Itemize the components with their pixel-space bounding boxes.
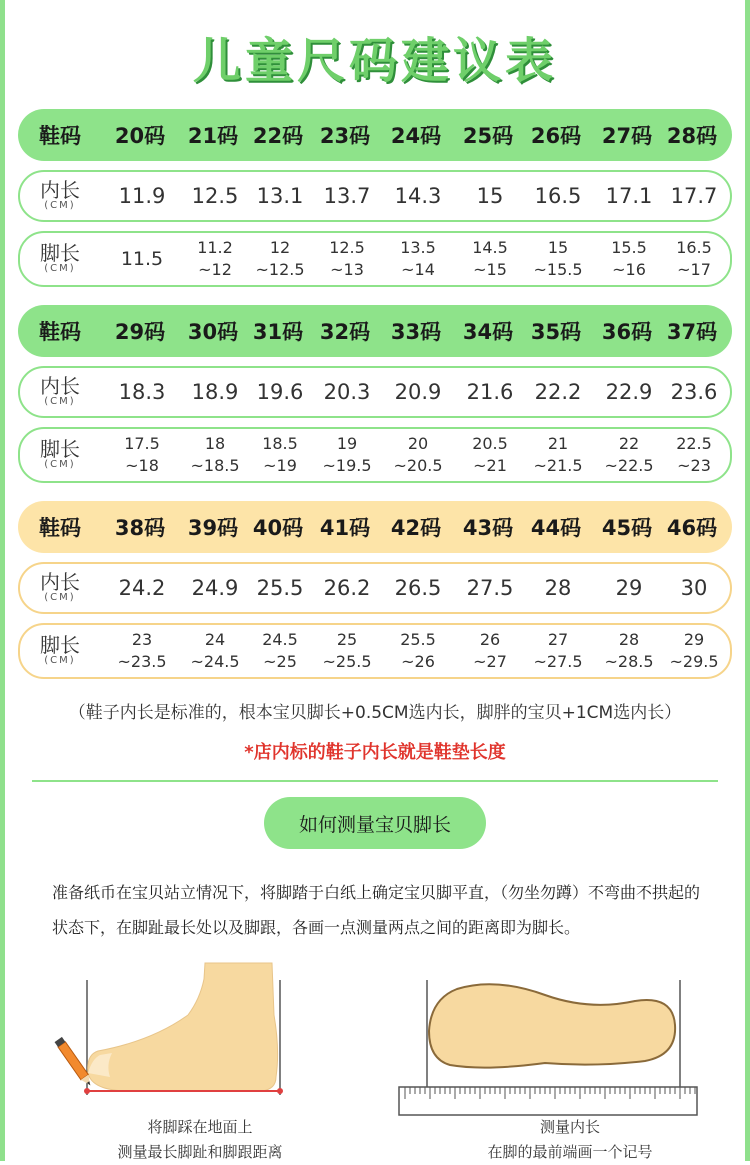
size-cell: 45码 [601, 516, 653, 540]
inner-length-cell: 11.9 [118, 184, 166, 208]
inner-length-cell: 24.9 [191, 576, 239, 600]
foot-length-cell [104, 429, 180, 481]
inner-length-cell: 12.5 [191, 184, 239, 208]
foot-length-label: 脚长 (CM) [40, 241, 80, 274]
size-cell: 40码 [252, 516, 304, 540]
foot-length-cell [104, 233, 180, 285]
foot-illustration [40, 955, 310, 1105]
foot-length-from: 11.2 [197, 238, 233, 257]
foot-length-from: 28 [618, 630, 640, 649]
foot-length-to: ~27.5 [533, 652, 583, 671]
foot-length-cell [656, 233, 732, 285]
inner-length-cell: 13.7 [323, 184, 371, 208]
foot-length-from: 13.5 [400, 238, 436, 257]
foot-length-row [18, 623, 732, 679]
foot-length-cell [380, 233, 456, 285]
foot-length-row [18, 427, 732, 483]
inner-length-label: 内长 (CM) [40, 570, 80, 603]
foot-length-from: 18.5 [262, 434, 298, 453]
size-cell: 24码 [390, 124, 442, 148]
foot-length-cell [656, 429, 732, 481]
inner-length-cell: 27.5 [466, 576, 514, 600]
size-cell: 41码 [319, 516, 371, 540]
inner-length-row [18, 366, 732, 418]
foot-length-from: 12 [269, 238, 291, 257]
size-cell: 37码 [666, 320, 718, 344]
foot-length-row [18, 231, 732, 287]
foot-length-to: ~22.5 [604, 456, 654, 475]
inner-length-label: 内长 (CM) [40, 178, 80, 211]
inner-length-cell: 22.2 [534, 380, 582, 404]
fit-note: （鞋子内长是标准的，根本宝贝脚长+0.5CM选内长，脚胖的宝贝+1CM选内长） [68, 703, 682, 723]
size-cell: 43码 [462, 516, 514, 540]
size-cell: 21码 [187, 124, 239, 148]
size-cell: 46码 [666, 516, 718, 540]
foot-length-from: 15.5 [611, 238, 647, 257]
inner-length-cell: 20.3 [323, 380, 371, 404]
size-row [18, 305, 732, 357]
size-cell: 32码 [319, 320, 371, 344]
foot-length-to: ~26 [401, 652, 435, 671]
size-cell: 31码 [252, 320, 304, 344]
foot-length-to: ~12.5 [255, 260, 305, 279]
foot-length-from: 26 [479, 630, 501, 649]
inner-length-row [18, 562, 732, 614]
inner-length-cell: 17.1 [605, 184, 653, 208]
size-cell: 23码 [319, 124, 371, 148]
size-cell: 30码 [187, 320, 239, 344]
foot-length-cell [242, 429, 318, 481]
size-cell: 25码 [462, 124, 514, 148]
foot-length-from: 29 [683, 630, 705, 649]
inner-length-cell: 21.6 [466, 380, 514, 404]
size-cell: 26码 [530, 124, 582, 148]
foot-length-from: 23 [131, 630, 153, 649]
foot-length-cell [452, 429, 528, 481]
insole-shape [429, 984, 675, 1067]
foot-length-to: ~13 [330, 260, 364, 279]
size-cell: 44码 [530, 516, 582, 540]
size-group-3 [18, 501, 732, 679]
foot-length-from: 22 [618, 434, 640, 453]
foot-length-to: ~18.5 [190, 456, 240, 475]
foot-length-from: 20 [407, 434, 429, 453]
foot-length-from: 16.5 [676, 238, 712, 257]
foot-length-from: 21 [547, 434, 569, 453]
foot-length-to: ~27 [473, 652, 507, 671]
size-row-label: 鞋码 [39, 516, 81, 540]
foot-length-from: 12.5 [329, 238, 365, 257]
foot-length-from: 24.5 [262, 630, 298, 649]
foot-length-to: ~14 [401, 260, 435, 279]
foot-length-cell [309, 233, 385, 285]
size-row-label: 鞋码 [39, 124, 81, 148]
foot-length-from: 20.5 [472, 434, 508, 453]
how-to-measure-title: 如何测量宝贝脚长 [264, 797, 486, 849]
foot-length-to: ~23.5 [117, 652, 167, 671]
inner-length-cell: 19.6 [256, 380, 304, 404]
inner-length-cell: 23.6 [670, 380, 718, 404]
inner-length-cell: 18.9 [191, 380, 239, 404]
insole-illustration [395, 975, 705, 1120]
foot-length-label: 脚长 (CM) [40, 633, 80, 666]
foot-length-from: 11.5 [120, 248, 164, 270]
insole-note: *店内标的鞋子内长就是鞋垫长度 [244, 742, 506, 763]
foot-length-cell [309, 429, 385, 481]
foot-length-to: ~19.5 [322, 456, 372, 475]
inner-length-cell: 26.2 [323, 576, 371, 600]
inner-length-cell: 16.5 [534, 184, 582, 208]
foot-length-cell [520, 233, 596, 285]
size-cell: 22码 [252, 124, 304, 148]
size-row [18, 501, 732, 553]
foot-shape [88, 963, 278, 1091]
insole-caption: 测量内长 在脚的最前端画一个记号 [487, 1118, 653, 1161]
foot-length-from: 19 [336, 434, 358, 453]
inner-length-cell: 25.5 [256, 576, 304, 600]
foot-length-to: ~25.5 [322, 652, 372, 671]
foot-length-from: 25.5 [400, 630, 436, 649]
inner-length-cell: 24.2 [118, 576, 166, 600]
size-cell: 27码 [601, 124, 653, 148]
foot-length-cell [104, 625, 180, 677]
inner-length-label: 内长 (CM) [40, 374, 80, 407]
ruler-icon [399, 1087, 697, 1115]
inner-length-row [18, 170, 732, 222]
foot-length-to: ~23 [677, 456, 711, 475]
inner-length-cell: 20.9 [394, 380, 442, 404]
foot-length-from: 24 [204, 630, 226, 649]
foot-length-to: ~17 [677, 260, 711, 279]
foot-length-from: 27 [547, 630, 569, 649]
foot-caption: 将脚踩在地面上 测量最长脚趾和脚跟距离 [117, 1118, 283, 1161]
inner-length-cell: 22.9 [605, 380, 653, 404]
foot-length-cell [656, 625, 732, 677]
foot-length-cell [520, 429, 596, 481]
foot-length-to: ~24.5 [190, 652, 240, 671]
foot-length-to: ~21 [473, 456, 507, 475]
foot-length-to: ~28.5 [604, 652, 654, 671]
size-cell: 42码 [390, 516, 442, 540]
size-row [18, 109, 732, 161]
inner-length-cell: 18.3 [118, 380, 166, 404]
size-cell: 33码 [390, 320, 442, 344]
foot-length-to: ~15 [473, 260, 507, 279]
size-cell: 38码 [114, 516, 166, 540]
size-cell: 35码 [530, 320, 582, 344]
size-cell: 29码 [114, 320, 166, 344]
size-row-label: 鞋码 [39, 320, 81, 344]
size-cell: 28码 [666, 124, 718, 148]
foot-length-cell [380, 625, 456, 677]
size-cell: 36码 [601, 320, 653, 344]
foot-length-to: ~20.5 [393, 456, 443, 475]
foot-length-cell [452, 233, 528, 285]
foot-length-cell [242, 625, 318, 677]
toe-mark [84, 1088, 90, 1094]
foot-length-cell [242, 233, 318, 285]
size-cell: 34码 [462, 320, 514, 344]
foot-length-label: 脚长 (CM) [40, 437, 80, 470]
inner-length-cell: 29 [615, 576, 643, 600]
foot-length-from: 15 [547, 238, 569, 257]
foot-length-from: 17.5 [124, 434, 160, 453]
foot-length-from: 25 [336, 630, 358, 649]
foot-length-cell [380, 429, 456, 481]
foot-length-cell [520, 625, 596, 677]
inner-length-cell: 26.5 [394, 576, 442, 600]
foot-length-to: ~25 [263, 652, 297, 671]
size-cell: 39码 [187, 516, 239, 540]
foot-length-to: ~18 [125, 456, 159, 475]
foot-length-to: ~21.5 [533, 456, 583, 475]
instructions-text: 准备纸币在宝贝站立情况下，将脚踏于白纸上确定宝贝脚平直，（勿坐勿蹲）不弯曲不拱起的状态下，在脚趾最长处以及脚跟，各画一点测量两点之间的距离即为脚长。 [52, 883, 701, 937]
inner-length-cell: 15 [476, 184, 504, 208]
foot-length-from: 18 [204, 434, 226, 453]
foot-length-cell [309, 625, 385, 677]
size-cell: 20码 [114, 124, 166, 148]
heel-mark [277, 1088, 283, 1094]
inner-length-cell: 13.1 [256, 184, 304, 208]
inner-length-cell: 14.3 [394, 184, 442, 208]
foot-length-to: ~15.5 [533, 260, 583, 279]
foot-length-from: 22.5 [676, 434, 712, 453]
foot-length-to: ~12 [198, 260, 232, 279]
inner-length-cell: 28 [544, 576, 572, 600]
foot-length-to: ~29.5 [669, 652, 719, 671]
page-title: 儿童尺码建议表 [192, 33, 557, 89]
foot-length-from: 14.5 [472, 238, 508, 257]
size-group-1 [18, 109, 732, 287]
section-divider [32, 780, 718, 782]
foot-length-to: ~19 [263, 456, 297, 475]
inner-length-cell: 30 [680, 576, 708, 600]
foot-length-to: ~16 [612, 260, 646, 279]
size-group-2 [18, 305, 732, 483]
inner-length-cell: 17.7 [670, 184, 718, 208]
foot-length-cell [452, 625, 528, 677]
